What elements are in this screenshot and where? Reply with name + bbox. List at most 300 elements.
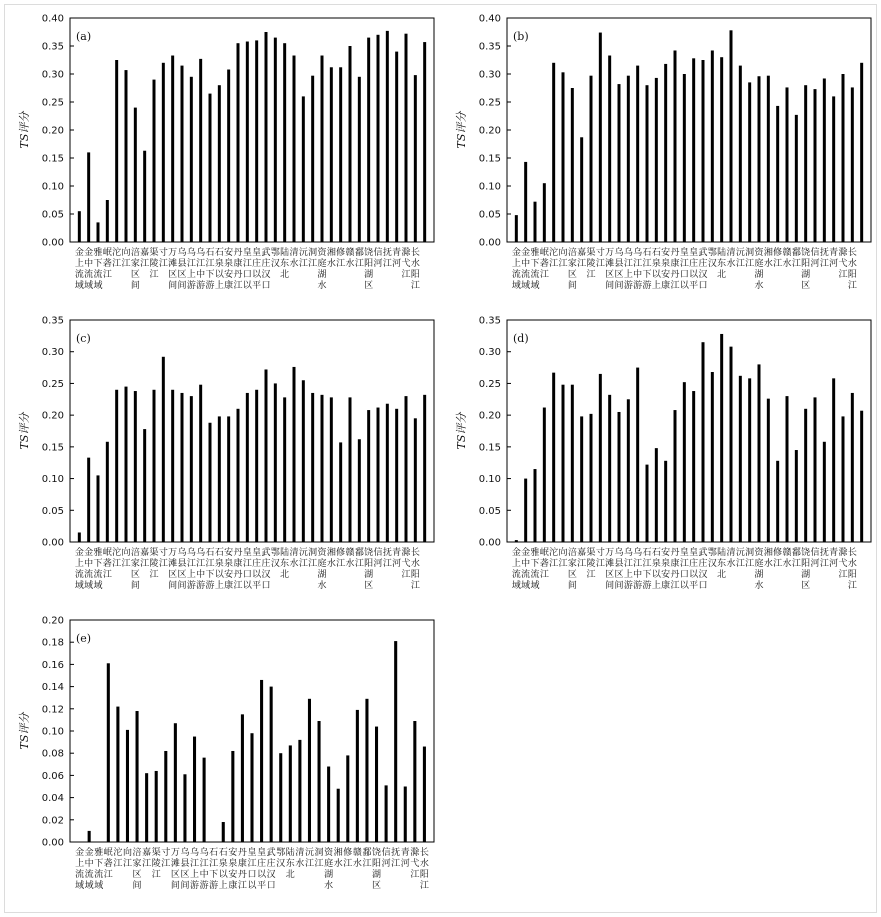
bar [386,31,389,242]
x-tick-label [261,546,270,591]
svg-text:庄: 庄 [266,859,276,869]
bar [395,52,398,242]
bar [702,60,705,242]
svg-text:江: 江 [121,259,131,269]
svg-text:鄂: 鄂 [707,548,717,558]
x-tick-label [334,846,343,869]
x-tick-label [168,247,177,291]
svg-text:流: 流 [511,270,521,280]
bar [311,393,314,542]
svg-text:上: 上 [214,581,224,591]
bar [842,416,845,542]
bar [571,385,574,542]
svg-text:县: 县 [180,859,190,869]
bar [552,373,555,542]
y-tick-label: 0.10 [41,181,64,193]
x-tick-label [219,847,229,891]
svg-text:间: 间 [170,881,180,891]
svg-text:江: 江 [233,281,243,291]
svg-text:泉: 泉 [218,859,228,869]
panel-label: (a) [76,30,92,43]
x-tick-label [586,547,595,580]
svg-text:上: 上 [651,281,661,291]
bar [97,222,100,242]
bar [78,532,81,542]
svg-text:汉: 汉 [270,559,280,569]
svg-text:乌: 乌 [199,848,209,858]
y-tick-label: 0.30 [41,69,64,81]
svg-text:间: 间 [180,881,190,891]
svg-text:口: 口 [679,570,689,580]
svg-text:长: 长 [847,248,857,258]
bar [748,378,751,542]
y-tick-label: 0.12 [41,704,64,716]
bar [590,76,593,242]
svg-text:庄: 庄 [698,259,708,269]
svg-text:青: 青 [829,548,839,558]
bar [358,77,361,242]
svg-text:湖: 湖 [324,870,334,880]
y-tick-label: 0.15 [478,153,501,165]
panel-e [10,614,440,910]
svg-text:康: 康 [670,559,680,569]
svg-text:岷: 岷 [539,248,549,258]
svg-text:嘉: 嘉 [577,248,587,258]
svg-text:康: 康 [233,259,243,269]
svg-text:陆: 陆 [280,548,290,558]
y-tick-label: 0.40 [478,13,501,25]
svg-text:长: 长 [410,248,420,258]
svg-text:江: 江 [308,259,318,269]
svg-text:江: 江 [233,581,243,591]
bar [190,396,193,542]
bar [758,76,761,242]
svg-text:向: 向 [121,248,131,258]
bar [534,469,537,542]
x-tick-label [773,246,782,269]
x-tick-label [726,246,735,269]
svg-text:江: 江 [161,859,171,869]
svg-text:流: 流 [521,270,531,280]
svg-text:皇: 皇 [689,548,699,558]
bar [860,411,863,542]
svg-text:区: 区 [168,570,178,580]
x-tick-label [159,246,168,269]
panel-label: (e) [76,632,92,645]
svg-text:家: 家 [130,259,140,269]
bar [274,383,277,542]
bar [227,70,230,242]
svg-text:上: 上 [214,281,224,291]
svg-text:阳: 阳 [372,859,382,869]
bar [413,721,416,842]
svg-text:游: 游 [186,281,196,291]
svg-text:水: 水 [324,881,334,891]
svg-text:资: 资 [317,548,327,558]
y-tick-label: 0.25 [41,97,64,109]
svg-text:江: 江 [549,559,559,569]
svg-text:修: 修 [773,248,783,258]
bar [181,66,184,242]
svg-text:向: 向 [558,548,568,558]
svg-text:湖: 湖 [317,270,327,280]
svg-text:区: 区 [567,270,577,280]
svg-text:以: 以 [218,870,228,880]
bar [164,751,167,842]
svg-text:江: 江 [847,281,857,291]
svg-text:水: 水 [326,559,336,569]
svg-text:泉: 泉 [214,259,224,269]
svg-text:江: 江 [539,270,549,280]
bar [562,385,565,542]
bar [674,50,677,242]
svg-text:信: 信 [381,848,391,858]
svg-text:岷: 岷 [102,248,112,258]
bar [636,368,639,542]
y-tick-label: 0.08 [41,748,64,760]
x-tick-label [75,546,84,591]
x-tick-label [364,246,373,291]
bar [377,408,380,542]
svg-text:水: 水 [410,259,420,269]
bar [375,727,378,842]
bar [153,80,156,242]
bar [571,88,574,242]
svg-text:间: 间 [168,581,178,591]
bar [346,755,349,842]
x-tick-label [391,846,400,869]
svg-text:雅: 雅 [94,848,104,858]
bar [337,789,340,842]
svg-text:江: 江 [633,559,643,569]
y-axis-label: TS评分 [18,111,31,149]
bar [107,663,110,842]
svg-text:弋: 弋 [410,859,420,869]
svg-text:水: 水 [726,559,736,569]
bar [250,733,253,842]
y-tick-label: 0.05 [478,209,501,221]
bar [283,43,286,242]
bar [237,409,240,542]
bar [730,30,733,242]
svg-text:江: 江 [121,559,131,569]
svg-text:江: 江 [401,270,411,280]
svg-text:域: 域 [84,281,94,291]
svg-text:平: 平 [257,881,267,891]
bar [394,641,397,842]
svg-text:安: 安 [661,270,671,280]
svg-text:武: 武 [261,248,271,258]
bar [171,56,174,242]
svg-text:湖: 湖 [372,870,382,880]
svg-text:乌: 乌 [633,548,643,558]
svg-text:安: 安 [224,270,234,280]
svg-text:饶: 饶 [372,848,382,858]
svg-text:湘: 湘 [326,248,336,258]
y-tick-label: 0.00 [41,237,64,249]
x-tick-label [362,846,371,869]
svg-text:平: 平 [689,581,699,591]
svg-text:庄: 庄 [689,559,699,569]
x-tick-label [140,246,149,269]
svg-text:游: 游 [209,881,219,891]
svg-text:洞: 洞 [308,248,318,258]
svg-text:江: 江 [298,259,308,269]
bar [562,72,565,242]
x-tick-label [104,846,113,880]
svg-text:江: 江 [586,570,596,580]
svg-text:江: 江 [577,259,587,269]
x-tick-label [280,246,289,280]
x-tick-label [624,246,633,291]
bar [748,82,751,242]
svg-text:鄱: 鄱 [354,248,364,258]
chart-d [447,314,877,610]
x-tick-label [327,546,336,569]
svg-text:江: 江 [586,270,596,280]
x-tick-label [299,247,308,269]
svg-text:信: 信 [810,248,820,258]
svg-text:以: 以 [689,570,699,580]
y-tick-label: 0.35 [41,41,64,53]
bar [832,378,835,542]
svg-text:汉: 汉 [707,259,717,269]
panel-d [447,314,877,610]
svg-text:寸: 寸 [158,248,168,258]
svg-text:区: 区 [605,270,615,280]
x-tick-label [810,246,819,269]
svg-text:区: 区 [180,870,190,880]
svg-text:庭: 庭 [754,559,764,569]
svg-text:域: 域 [84,881,94,891]
svg-text:江: 江 [791,559,801,569]
x-tick-label [558,246,567,269]
svg-text:资: 资 [324,848,334,858]
svg-text:游: 游 [633,581,643,591]
bar [767,399,770,542]
x-tick-label [177,246,186,291]
svg-text:鄂: 鄂 [276,848,286,858]
svg-text:间: 间 [614,581,624,591]
svg-text:丹: 丹 [233,570,243,580]
x-tick-label [401,846,410,869]
svg-text:域: 域 [521,281,531,291]
svg-text:上: 上 [75,859,85,869]
svg-text:陆: 陆 [280,248,290,258]
panel-label: (b) [513,30,529,43]
x-tick-label [801,546,810,591]
x-tick-label [177,546,186,591]
x-tick-label [530,246,539,291]
bar [199,59,202,242]
svg-text:青: 青 [400,848,410,858]
svg-text:上: 上 [511,259,521,269]
svg-text:以: 以 [679,581,689,591]
x-tick-label [142,846,151,869]
svg-text:江: 江 [112,259,122,269]
svg-text:嘉: 嘉 [577,548,587,558]
svg-text:河: 河 [810,559,820,569]
svg-text:下: 下 [642,570,652,580]
svg-text:乌: 乌 [196,548,206,558]
svg-text:江: 江 [196,559,206,569]
x-tick-label [327,246,336,269]
bar [720,334,723,542]
svg-text:康: 康 [661,581,671,591]
svg-text:金: 金 [521,548,531,558]
svg-text:阳: 阳 [410,570,420,580]
svg-text:平: 平 [252,581,262,591]
svg-text:江: 江 [102,570,112,580]
x-tick-label [568,546,577,591]
svg-text:安: 安 [224,248,234,258]
svg-text:庭: 庭 [324,859,334,869]
bar [283,397,286,542]
svg-text:皇: 皇 [257,848,267,858]
svg-text:域: 域 [93,281,103,291]
svg-text:域: 域 [74,581,84,591]
bar [405,34,408,242]
svg-text:陵: 陵 [151,859,161,869]
svg-text:砻: 砻 [102,559,112,569]
y-tick-label: 0.20 [41,410,64,422]
svg-text:丹: 丹 [233,248,243,258]
svg-text:洞: 洞 [308,548,318,558]
x-tick-label [708,247,717,269]
svg-text:游: 游 [642,581,652,591]
bar [646,465,649,542]
svg-text:雅: 雅 [93,248,103,258]
bar [739,376,742,542]
x-tick-label [355,546,364,569]
x-tick-label [140,546,149,569]
svg-text:乌: 乌 [196,248,206,258]
x-tick-label [308,247,317,269]
x-tick-label [829,546,838,569]
svg-text:水: 水 [782,559,792,569]
bar [155,771,158,842]
svg-text:中: 中 [84,259,94,269]
bar [126,730,129,842]
svg-text:阳: 阳 [801,259,811,269]
panel-c [10,314,440,610]
x-tick-label [642,247,651,291]
svg-text:流: 流 [511,570,521,580]
svg-text:青: 青 [829,248,839,258]
x-tick-label [364,546,373,591]
svg-text:洞: 洞 [745,548,755,558]
svg-text:泉: 泉 [661,259,671,269]
x-tick-label [295,846,304,869]
svg-text:北: 北 [717,570,727,580]
bar [580,416,583,542]
svg-text:域: 域 [530,581,540,591]
x-tick-label [286,846,295,880]
svg-text:安: 安 [661,548,671,558]
svg-text:江: 江 [410,281,420,291]
svg-text:庄: 庄 [689,259,699,269]
x-tick-label [848,547,857,591]
svg-text:汉: 汉 [698,570,708,580]
svg-text:寸: 寸 [595,248,605,258]
x-tick-label [131,546,140,591]
x-tick-label [577,246,586,269]
bar [255,390,258,542]
x-tick-label [200,846,209,891]
svg-text:砻: 砻 [539,559,549,569]
svg-text:康: 康 [670,259,680,269]
bar [832,96,835,242]
svg-text:区: 区 [364,581,374,591]
y-tick-label: 0.10 [478,181,501,193]
bar [804,409,807,542]
svg-text:泉: 泉 [224,259,234,269]
x-tick-label [121,546,130,569]
svg-text:域: 域 [94,881,104,891]
svg-text:汉: 汉 [266,870,276,880]
bar [367,410,370,542]
bar [136,711,139,842]
x-tick-label [383,246,392,269]
svg-text:向: 向 [122,848,132,858]
svg-text:渠: 渠 [149,548,159,558]
bar [227,416,230,542]
svg-text:湖: 湖 [754,270,764,280]
x-tick-label [596,246,605,269]
svg-text:赣: 赣 [782,548,792,558]
svg-text:陵: 陵 [586,559,596,569]
svg-text:江: 江 [205,559,215,569]
svg-text:流: 流 [93,570,103,580]
x-tick-label [112,546,121,569]
y-axis-label: TS评分 [18,712,31,750]
svg-text:区: 区 [372,881,382,891]
svg-text:皇: 皇 [242,248,252,258]
x-tick-label [698,546,707,591]
y-tick-label: 0.35 [478,315,501,327]
svg-text:武: 武 [261,548,271,558]
svg-text:皇: 皇 [252,248,262,258]
x-tick-label [280,546,289,580]
svg-text:以: 以 [214,570,224,580]
svg-text:上: 上 [218,881,228,891]
svg-text:金: 金 [84,248,94,258]
x-tick-label [801,246,810,291]
bar [162,357,165,542]
bar [730,347,733,542]
svg-text:雅: 雅 [530,248,540,258]
svg-text:庄: 庄 [261,559,271,569]
x-tick-label [401,547,410,580]
svg-text:汉: 汉 [261,270,271,280]
bar [222,822,225,842]
x-tick-label [131,246,140,291]
panel-a [10,12,440,310]
svg-text:滁: 滁 [401,248,411,258]
svg-text:水: 水 [763,559,773,569]
x-tick-label [586,247,595,280]
bar [246,42,249,242]
svg-text:北: 北 [280,270,290,280]
svg-text:河: 河 [810,259,820,269]
bar [231,751,234,842]
x-tick-label [324,846,334,891]
bar [97,475,100,542]
x-tick-label [838,247,847,280]
svg-text:江: 江 [819,559,829,569]
svg-text:中: 中 [521,559,531,569]
svg-text:游: 游 [623,581,633,591]
